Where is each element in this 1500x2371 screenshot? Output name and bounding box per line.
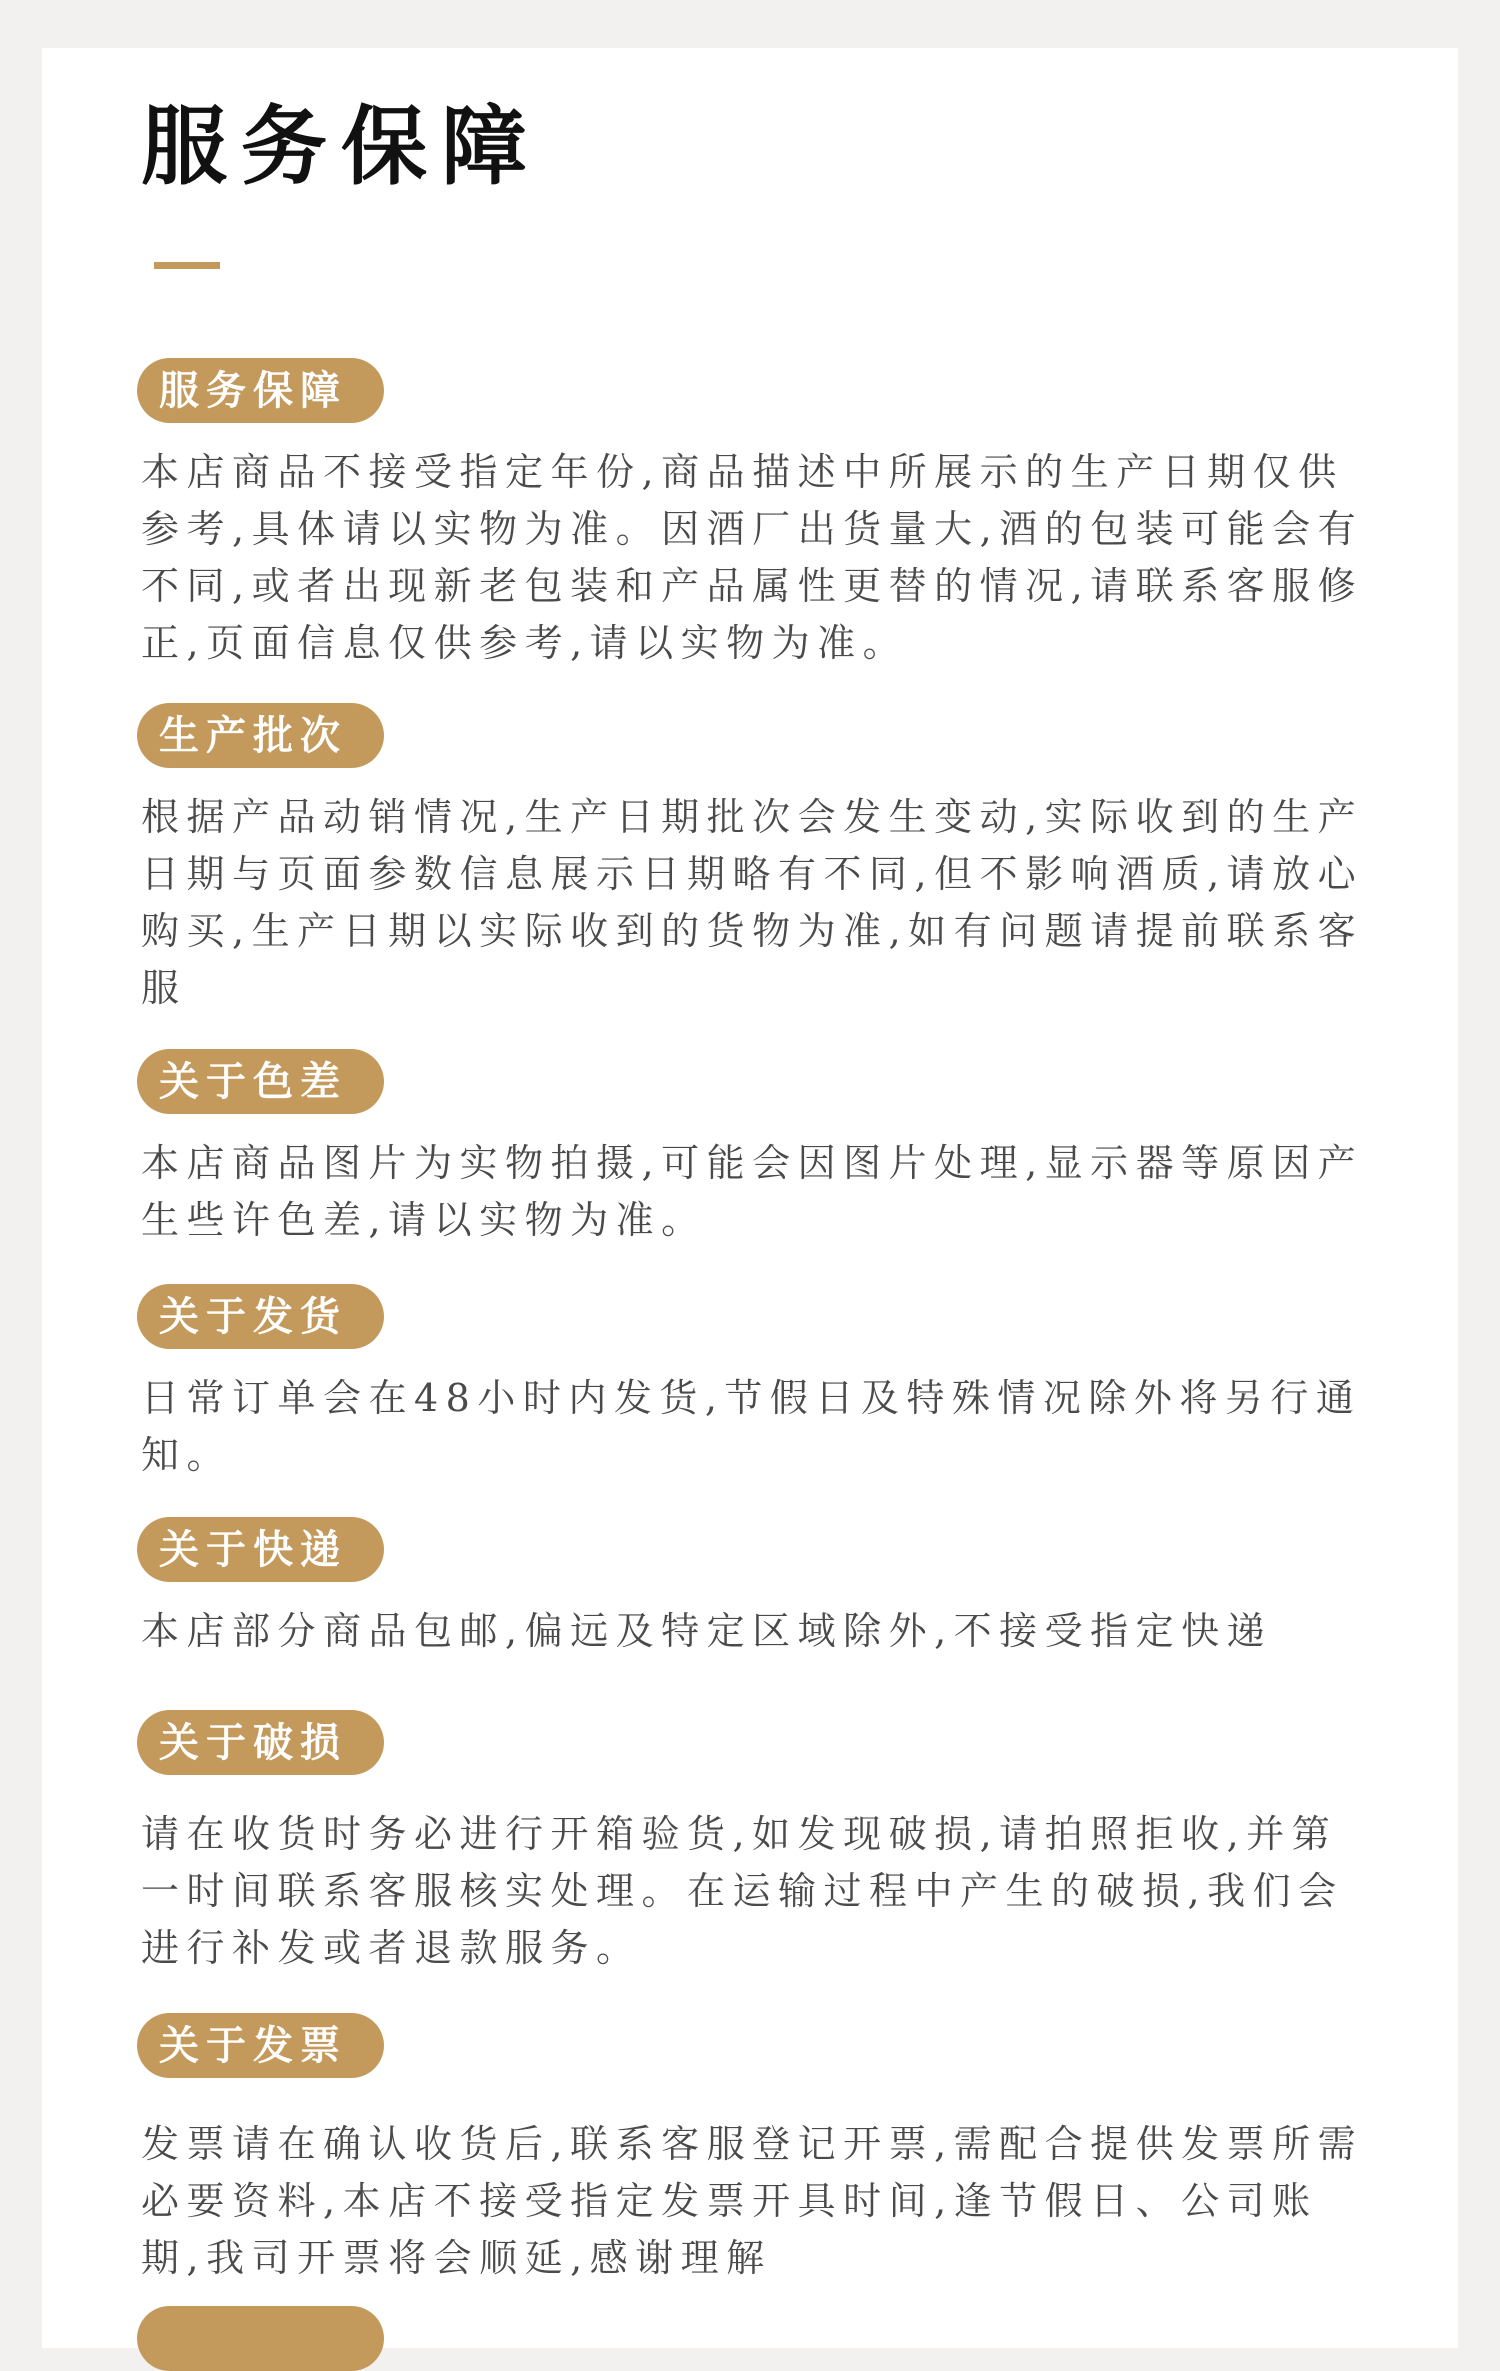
section-label: 生产批次 — [137, 703, 384, 768]
title-accent-bar — [154, 262, 220, 269]
section-label: 关于快递 — [137, 1517, 384, 1582]
section-text: 根据产品动销情况,生产日期批次会发生变动,实际收到的生产日期与页面参数信息展示日期略有不同,但不影响酒质,请放心购买,生产日期以实际收到的货物为准,如有问题请提前联系客服 — [141, 795, 1364, 1010]
section-label: 关于色差 — [137, 1049, 384, 1114]
section-text: 请在收货时务必进行开箱验货,如发现破损,请拍照拒收,并第一时间联系客服核实处理。在运输过程中产生的破损,我们会进行补发或者退款服务。 — [141, 1812, 1344, 1970]
section-text: 本店部分商品包邮,偏远及特定区域除外,不接受指定快递 — [141, 1609, 1273, 1653]
section-label: 关于破损 — [137, 1710, 384, 1775]
section-text: 本店商品不接受指定年份,商品描述中所展示的生产日期仅供参考,具体请以实物为准。因酒厂出货量大,酒的包装可能会有不同,或者出现新老包装和产品属性更替的情况,请联系客服修正,页面信息仅供参考,请以实物为准。 — [141, 450, 1364, 665]
section-text: 本店商品图片为实物拍摄,可能会因图片处理,显示器等原因产生些许色差,请以实物为准。 — [141, 1141, 1364, 1242]
section-text: 发票请在确认收货后,联系客服登记开票,需配合提供发票所需必要资料,本店不接受指定发票开具时间,逢节假日、公司账期,我司开票将会顺延,感谢理解 — [141, 2122, 1364, 2280]
next-section-label-cropped — [137, 2306, 384, 2371]
page-title: 服务保障 — [141, 96, 541, 197]
section-label: 服务保障 — [137, 358, 384, 423]
section-text: 日常订单会在48小时内发货,节假日及特殊情况除外将另行通知。 — [141, 1376, 1362, 1477]
section-label: 关于发票 — [137, 2013, 384, 2078]
section-label: 关于发货 — [137, 1284, 384, 1349]
